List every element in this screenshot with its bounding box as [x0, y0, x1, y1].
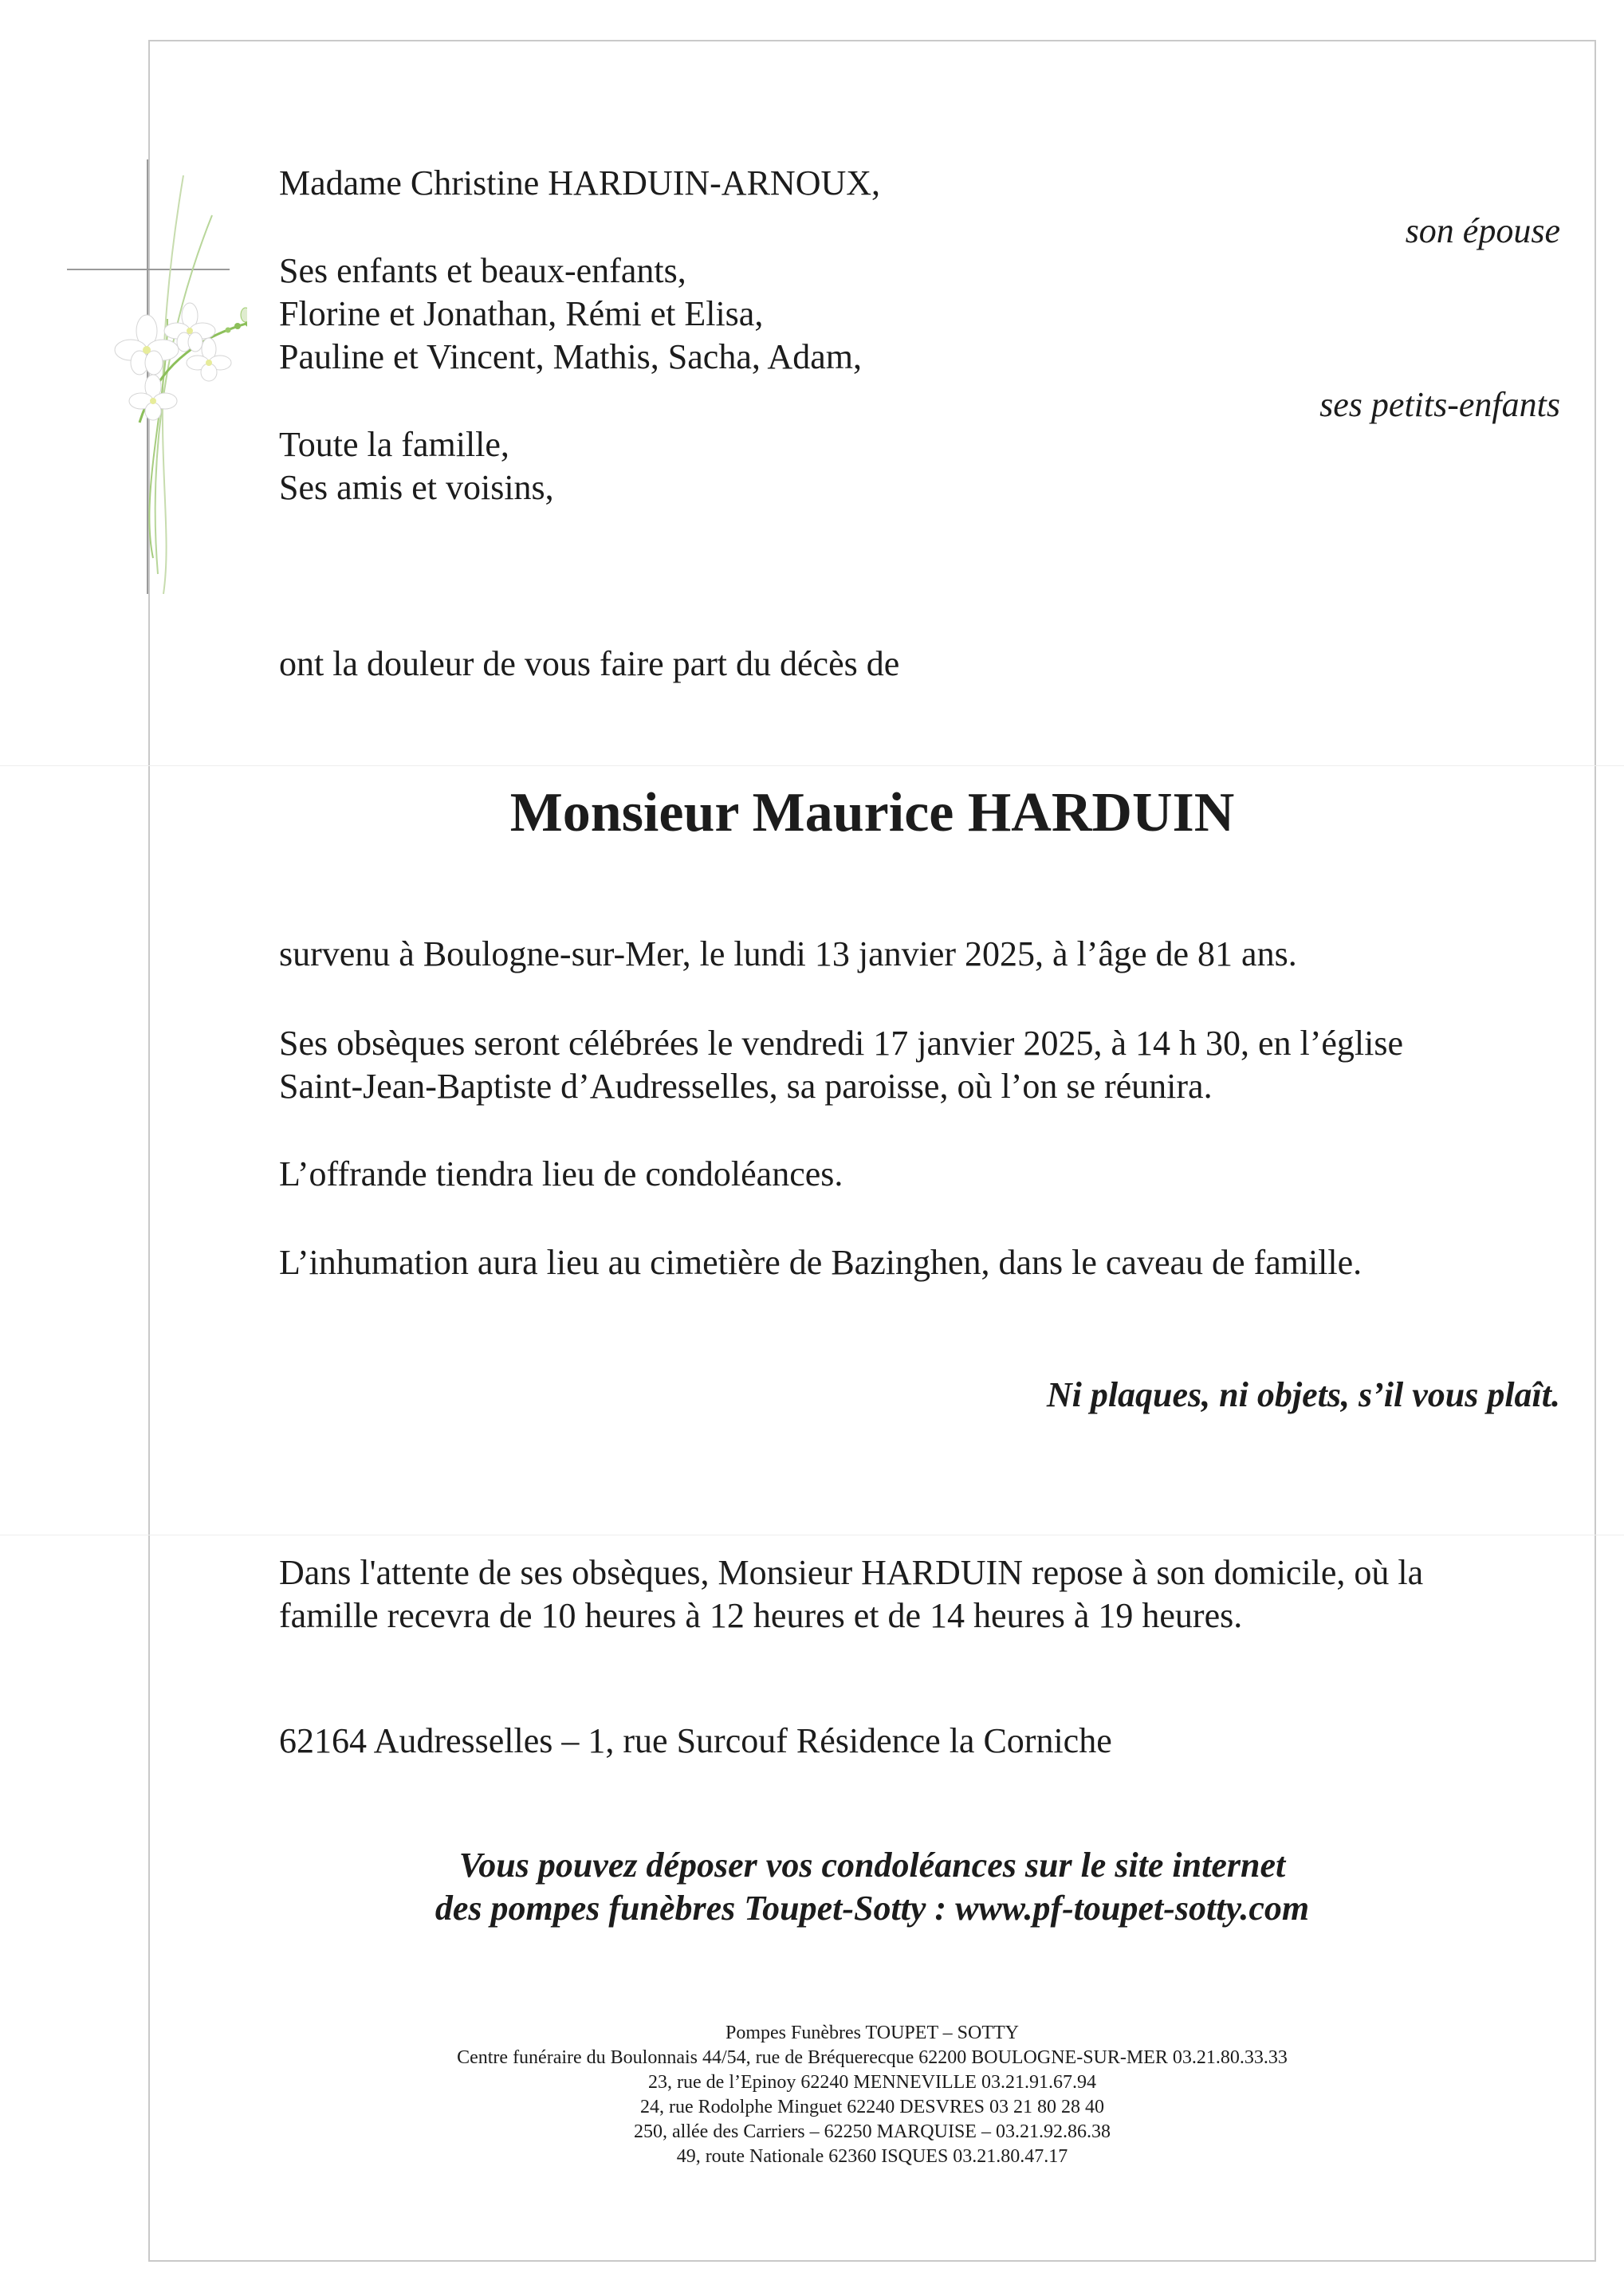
visitation-line: Dans l'attente de ses obsèques, Monsieur HARDUIN repose à son domicile, où la	[279, 1553, 1424, 1592]
others-line: Toute la famille,	[279, 425, 509, 464]
visitation-line: famille recevra de 10 heures à 12 heures et de 14 heures à 19 heures.	[279, 1596, 1243, 1635]
burial-line: L’inhumation aura lieu au cimetière de Bazinghen, dans le caveau de famille.	[279, 1243, 1363, 1282]
home-address: 62164 Audresselles – 1, rue Surcouf Résidence la Corniche	[279, 1721, 1112, 1760]
announcement: ont la douleur de vous faire part du décès de	[279, 644, 900, 683]
footer-line: 23, rue de l’Epinoy 62240 MENNEVILLE 03.21.91.67.94	[648, 2072, 1096, 2093]
funeral-home-footer	[148, 2021, 1596, 2169]
deceased-name: Monsieur Maurice HARDUIN	[509, 782, 1235, 843]
spouse-role: son épouse	[1405, 211, 1560, 250]
condolences-line: des pompes funèbres Toupet-Sotty : www.pf-toupet-sotty.com	[435, 1889, 1310, 1928]
spouse-line: Madame Christine HARDUIN-ARNOUX,	[279, 163, 881, 202]
footer-line: Pompes Funèbres TOUPET – SOTTY	[725, 2023, 1019, 2043]
grandchildren-role: ses petits-enfants	[1319, 385, 1560, 424]
children-line: Florine et Jonathan, Rémi et Elisa,	[279, 294, 764, 333]
funeral-line: Ses obsèques seront célébrées le vendredi 17 janvier 2025, à 14 h 30, en l’église	[279, 1024, 1404, 1063]
death-details: survenu à Boulogne-sur-Mer, le lundi 13 janvier 2025, à l’âge de 81 ans.	[279, 934, 1297, 973]
request-line: Ni plaques, ni objets, s’il vous plaît.	[1046, 1375, 1560, 1414]
offering-line: L’offrande tiendra lieu de condoléances.	[279, 1154, 843, 1193]
children-line: Ses enfants et beaux-enfants,	[279, 251, 686, 290]
cross-orchid-icon	[64, 159, 247, 606]
footer-line: 49, route Nationale 62360 ISQUES 03.21.80.47.17	[676, 2146, 1068, 2167]
funeral-line: Saint-Jean-Baptiste d’Audresselles, sa paroisse, où l’on se réunira.	[279, 1067, 1213, 1106]
footer-line: 250, allée des Carriers – 62250 MARQUISE – 03.21.92.86.38	[634, 2121, 1111, 2142]
condolences-line: Vous pouvez déposer vos condoléances sur le site internet	[458, 1846, 1286, 1885]
children-line: Pauline et Vincent, Mathis, Sacha, Adam,	[279, 337, 862, 376]
footer-line: Centre funéraire du Boulonnais 44/54, rue de Bréquerecque 62200 BOULOGNE-SUR-MER 03.21.80.33.33	[457, 2047, 1288, 2068]
others-line: Ses amis et voisins,	[279, 468, 554, 507]
fold-line	[0, 765, 1624, 766]
footer-line: 24, rue Rodolphe Minguet 62240 DESVRES 03 21 80 28 40	[640, 2097, 1104, 2117]
